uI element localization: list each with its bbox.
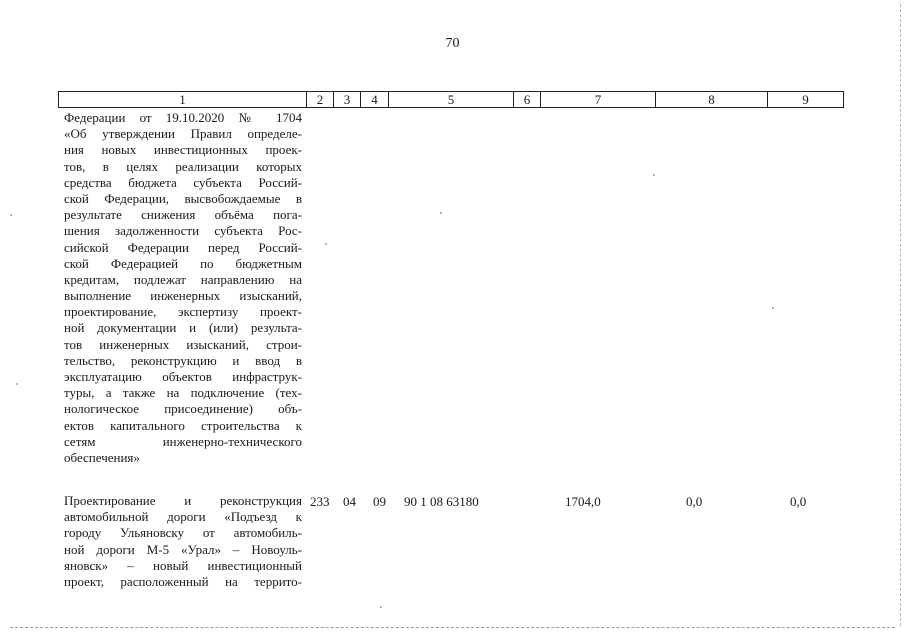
row2-col4-value: 09 — [373, 494, 386, 509]
row2-col5-value: 90 1 08 63180 — [404, 494, 479, 509]
scan-edge-right — [900, 4, 901, 626]
column-header-8: 8 — [656, 92, 768, 108]
row1-line: ной документации и (или) результа- — [64, 320, 302, 336]
column-header-row — [58, 91, 844, 108]
row2-line: проект, расположенный на террито- — [64, 573, 302, 589]
row1-line: ектов капитального строительства к — [64, 417, 302, 433]
row1-line: эксплуатацию объектов инфраструк- — [64, 369, 302, 384]
row1-line: туры, а также на подключение (тех- — [64, 385, 302, 401]
row1-line: шения задолженности субъекта Рос- — [64, 223, 302, 239]
row2-col3-value: 04 — [343, 494, 356, 509]
row2-line: яновск» – новый инвестиционный — [64, 557, 302, 573]
page-number: 70 — [445, 36, 460, 51]
column-header-2: 2 — [307, 92, 334, 108]
row1-line: тельство, реконструкцию и ввод в — [64, 352, 302, 368]
scan-speck — [325, 243, 327, 245]
row1-line: выполнение инженерных изысканий, — [64, 288, 302, 304]
row1-line: тов, в целях реализации которых — [64, 158, 302, 174]
row2-col9-value: 0,0 — [790, 494, 807, 509]
row1-line: сийской Федерации перед Россий- — [64, 239, 302, 255]
scan-speck — [772, 307, 774, 309]
row1-line: нологическое присоединение) объ- — [64, 401, 302, 417]
row2-line: автомобильной дороги «Подъезд к — [64, 509, 302, 525]
row2-description — [64, 493, 302, 590]
row1-line: обеспечения» — [64, 449, 140, 465]
column-header-3: 3 — [334, 92, 361, 108]
row1-line: ской Федерации, высвобождаемые в — [64, 190, 302, 206]
row2-col7-value: 1704,0 — [565, 494, 601, 509]
row1-line: кредитам, подлежат направлению на — [64, 271, 302, 287]
column-header-4: 4 — [361, 92, 389, 108]
row1-description — [64, 110, 302, 466]
row1-line: результате снижения объёма пога- — [64, 207, 302, 223]
row2-col8-value: 0,0 — [686, 494, 703, 509]
row2-line: ной дороги М-5 «Урал» – Новоуль- — [64, 541, 302, 557]
column-header-7: 7 — [541, 92, 656, 108]
column-header-5: 5 — [389, 92, 514, 108]
column-header-6: 6 — [514, 92, 541, 108]
scan-edge-bottom — [10, 627, 895, 628]
row1-line: тов инженерных изысканий, строи- — [64, 336, 302, 352]
row2-line: Проектирование и реконструкция — [64, 493, 302, 508]
row1-line: сетям инженерно-технического — [64, 433, 302, 449]
row1-line: ния новых инвестиционных проек- — [64, 142, 302, 158]
row1-line: проектирование, экспертизу проект- — [64, 304, 302, 320]
scan-speck — [16, 383, 18, 385]
scan-speck — [653, 174, 655, 176]
row2-col2-value: 233 — [310, 494, 330, 509]
row1-line: «Об утверждении Правил определе- — [64, 126, 302, 142]
row1-line: Федерации от 19.10.2020 № 1704 — [64, 110, 302, 125]
scan-speck — [440, 212, 442, 214]
column-header-1: 1 — [59, 92, 307, 108]
row1-line: средства бюджета субъекта Россий- — [64, 174, 302, 190]
column-header-9: 9 — [768, 92, 844, 108]
scan-speck — [10, 214, 12, 216]
row1-line: ской Федерацией по бюджетным — [64, 255, 302, 271]
row2-line: городу Ульяновску от автомобиль- — [64, 525, 302, 541]
scan-speck — [380, 606, 382, 608]
